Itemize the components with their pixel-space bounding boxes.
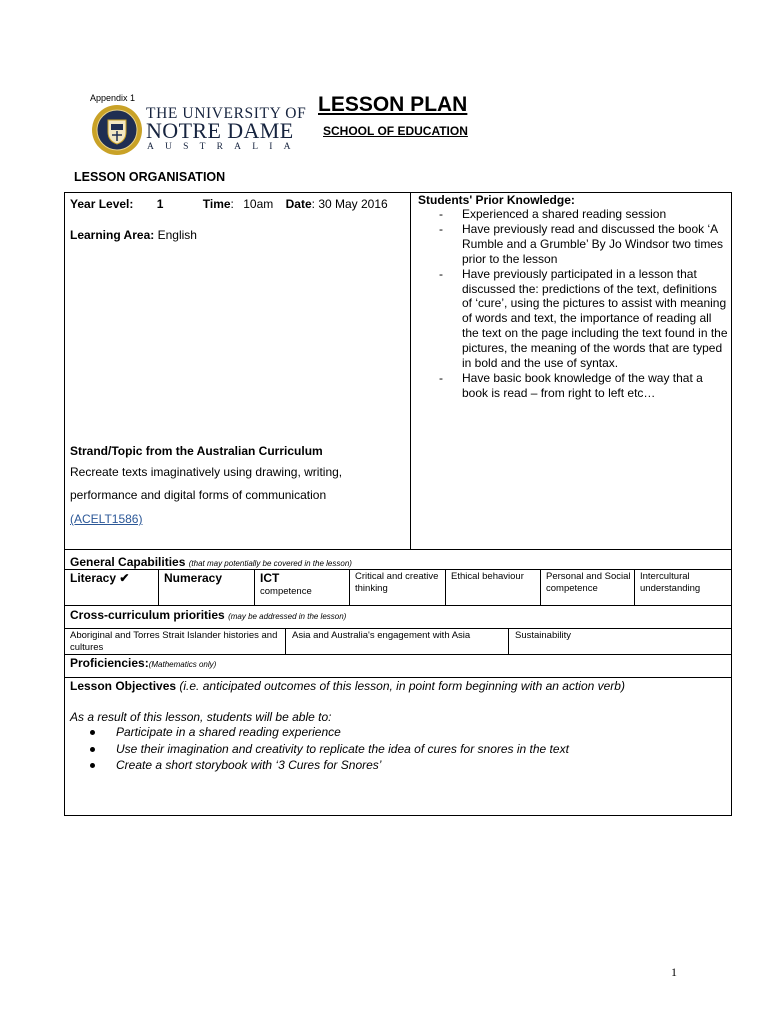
time-value: 10am [243,197,274,211]
table-divider [634,569,635,605]
objective-item: Create a short storybook with ‘3 Cures for Snores’ [116,758,382,772]
table-divider [540,569,541,605]
year-level-value: 1 [156,197,164,211]
proficiencies-row [70,656,216,670]
cross-curriculum-note: (may be addressed in the lesson) [228,612,347,621]
university-crest-icon [91,104,143,156]
university-name-line1: THE UNIVERSITY OF [146,105,307,122]
date-colon: : [311,197,315,211]
list-item: - Have basic book knowledge of the way that a book is read – from right to left etc… [439,370,703,400]
objectives-list [90,724,569,774]
objective-item: Use their imagination and creativity to replicate the idea of cures for snores in the text [116,741,569,756]
list-item: - Experienced a shared reading session [439,207,667,221]
strand-text: Recreate texts imaginatively using drawing, writing, performance and digital forms of communication [70,465,343,502]
list-item: - Have previously read and discussed the book ‘A Rumble and a Grumble’ By Jo Windsor two times prior to the lesson [439,221,723,266]
list-item [90,757,569,774]
capability-ict-sub: competence [260,586,312,597]
prior-knowledge-item: Experienced a shared reading session [462,207,667,221]
table-divider [445,569,446,605]
capability-ict: ICT [260,571,280,585]
curriculum-code-link[interactable]: (ACELT1586) [70,512,143,526]
table-divider [64,569,732,570]
capability-ethical: Ethical behaviour [451,571,524,582]
page-subtitle: SCHOOL OF EDUCATION [323,124,468,138]
general-capabilities-heading: General Capabilities [70,555,186,569]
cross-curriculum-row [70,608,346,622]
learning-area-row [70,228,197,242]
date-label: Date [285,197,312,211]
objectives-row [70,679,625,693]
prior-knowledge-list [418,207,728,401]
objectives-lead: As a result of this lesson, students will be able to: [70,710,332,724]
capability-literacy: Literacy ✔ [70,571,130,585]
learning-area-value: English [157,228,197,242]
priority-asia: Asia and Australia's engagement with Asia [292,630,471,641]
capability-numeracy: Numeracy [164,571,223,585]
general-capabilities-note: (that may potentially be covered in the lesson) [188,559,352,568]
strand-heading: Strand/Topic from the Australian Curriculum [70,444,323,458]
bullet-icon [90,747,95,752]
date-value: 30 May 2016 [318,197,388,211]
capability-intercultural: Intercultural understanding [640,571,701,594]
appendix-label: Appendix 1 [90,93,136,103]
university-name-line3: AUSTRALIA [147,142,302,152]
list-item: - Have previously participated in a lesson that discussed the: predictions of the text, definitions of ‘cure’, using the pictures to assist with meaning of words and text, the importance of reading all the text on the page including the text found in the pictures, the meaning of the words that are typed in bold and the use of syntax. [439,266,728,371]
year-level-label: Year Level: [70,197,134,211]
objectives-note: (i.e. anticipated outcomes of this lesson, in point form beginning with an action verb) [179,679,625,693]
table-divider [285,628,286,654]
table-divider [254,569,255,605]
list-item [90,724,569,741]
table-divider [349,569,350,605]
table-divider [64,628,732,629]
objective-item: Participate in a shared reading experience [116,725,341,739]
bullet-icon [90,730,95,735]
learning-area-label: Learning Area: [70,228,155,242]
priority-aboriginal: Aboriginal and Torres Strait Islander histories and cultures [70,630,278,653]
prior-knowledge-item: Have previously read and discussed the book ‘A Rumble and a Grumble’ By Jo Windsor two times prior to the lesson [462,221,723,266]
table-divider [508,628,509,654]
capability-personal: Personal and Social competence [546,571,631,594]
objectives-heading: Lesson Objectives [70,679,177,693]
bullet-icon [90,763,95,768]
priority-sustainability: Sustainability [515,630,571,641]
time-colon: : [230,197,234,211]
cross-curriculum-heading: Cross-curriculum priorities [70,608,225,622]
prior-knowledge-heading: Students' Prior Knowledge: [418,193,575,207]
table-divider [158,569,159,605]
year-level-row [70,197,388,211]
table-divider [64,654,732,655]
prior-knowledge-item: Have previously participated in a lesson that discussed the: predictions of the text, definitions of ‘cure’, using the pictures to assist with meaning of words and text, the importance of reading all the text on the page including the text found in the pictures, the meaning of the words that are typed in bold and the use of syntax. [462,266,728,371]
page-number: 1 [671,965,677,979]
proficiencies-note: (Mathematics only) [148,660,217,669]
table-divider [64,549,732,550]
table-divider [410,192,411,549]
time-label: Time [202,197,231,211]
university-name-line2: NOTRE DAME [146,118,294,143]
table-divider [64,677,732,678]
section-heading: LESSON ORGANISATION [74,170,226,184]
capability-critical: Critical and creative thinking [355,571,439,594]
list-item [90,741,569,758]
prior-knowledge-item: Have basic book knowledge of the way that a book is read – from right to left etc… [462,370,703,400]
page-title: LESSON PLAN [318,93,468,116]
general-capabilities-row [70,555,352,569]
table-divider [64,605,732,606]
proficiencies-heading: Proficiencies: [70,656,149,670]
